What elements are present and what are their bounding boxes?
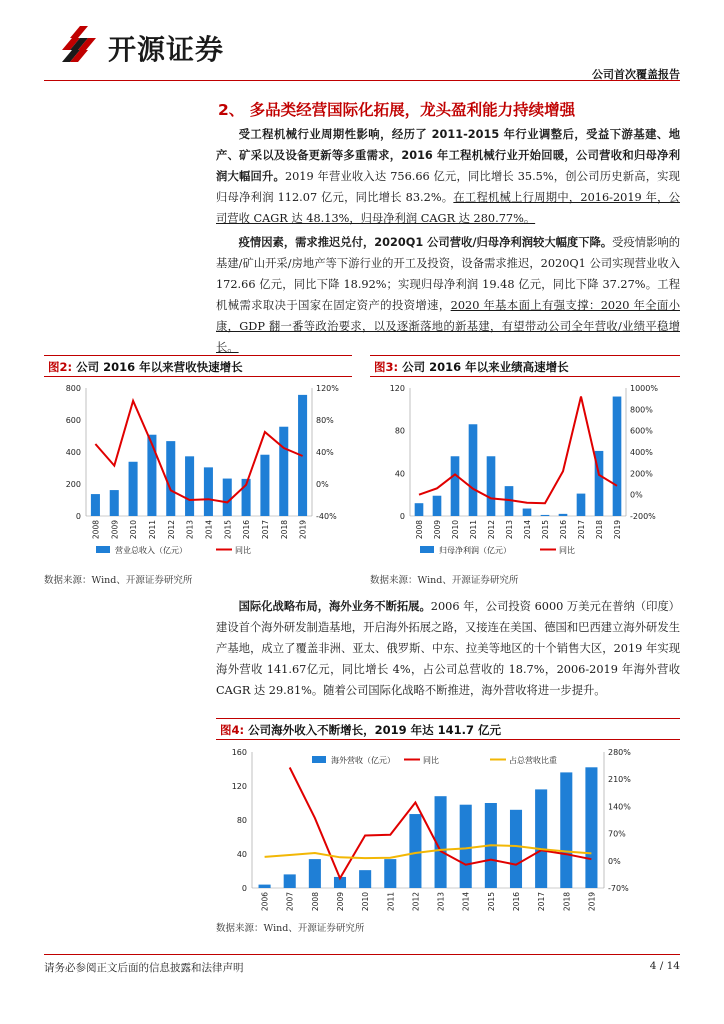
paragraph-bold: 疫情因素，需求推迟兑付，2020Q1 公司营收/归母净利润较大幅度下降。 — [238, 236, 613, 249]
chart-net-profit — [370, 380, 680, 570]
bar — [469, 424, 478, 516]
x-tick-label: 2011 — [469, 520, 478, 540]
y-tick-label-right: 800% — [630, 405, 653, 415]
bar — [204, 467, 213, 516]
bar — [487, 456, 496, 516]
series-line — [95, 401, 302, 503]
bar — [147, 435, 156, 516]
y-tick-label-right: 140% — [608, 802, 631, 812]
y-tick-label-right: 210% — [608, 775, 631, 785]
y-tick-label-left: 800 — [65, 384, 81, 393]
paragraph-text: 2006 年，公司投资 6000 万美元在普纳（印度）建设首个海外研发制造基地，开启海外拓展之路，又接连在美国、德国和巴西建立海外研发生产基地，成立了覆盖非洲、亚太、俄罗斯、中东、拉美等地区的十个销售大区，2019 年实现海外营收 141.67亿元，同比增长 4%，占公司总营收的 18.7%，2006-2019 年海外营收 CAGR 达 29.81%。随着公司国际化战略不断推进，海外营收将进一步提升。 — [216, 600, 680, 697]
bar — [309, 859, 321, 888]
bar — [384, 859, 396, 888]
x-tick-label: 2009 — [110, 520, 120, 540]
y-tick-label-right: 400% — [630, 448, 653, 457]
paragraph-bold: 国际化战略布局，海外业务不断拓展。 — [238, 600, 431, 613]
x-tick-label: 2009 — [336, 892, 345, 912]
legend-label: 同比 — [423, 756, 439, 765]
series-line — [419, 397, 617, 504]
bar — [585, 767, 597, 888]
legend-swatch — [96, 546, 110, 553]
x-tick-label: 2013 — [185, 520, 195, 540]
y-tick-label-right: 600% — [630, 426, 653, 436]
x-tick-label: 2015 — [486, 892, 496, 912]
x-tick-label: 2018 — [562, 892, 572, 912]
chart-overseas-revenue — [216, 742, 680, 918]
bar — [359, 870, 371, 888]
figure-title: 公司 2016 年以来业绩高速增长 — [402, 360, 569, 374]
bar — [279, 427, 288, 516]
bar — [613, 397, 622, 516]
footer-divider — [44, 954, 680, 955]
bar — [577, 494, 586, 516]
bar — [284, 874, 296, 888]
x-tick-label: 2007 — [285, 892, 295, 912]
x-tick-label: 2009 — [433, 520, 442, 540]
figure-4-caption — [216, 718, 680, 740]
x-tick-label: 2012 — [166, 520, 176, 540]
figure-label: 图2: — [48, 360, 73, 374]
bar — [451, 456, 460, 516]
page-number: 4 / 14 — [649, 960, 680, 972]
section-title: 2、 多品类经营国际化拓展，龙头盈利能力持续增强 — [218, 101, 576, 119]
y-tick-label-left: 400 — [65, 448, 81, 457]
legend-swatch — [312, 756, 326, 763]
y-tick-label-right: 200% — [630, 469, 653, 479]
bar — [460, 805, 472, 888]
y-tick-label-right: 0% — [316, 480, 329, 489]
x-tick-label: 2017 — [537, 892, 547, 912]
bar — [185, 456, 194, 516]
figure-2-caption — [44, 355, 352, 377]
y-tick-label-left: 120 — [389, 384, 405, 393]
bar — [535, 789, 547, 888]
x-tick-label: 2011 — [147, 520, 157, 540]
bar — [541, 515, 550, 516]
chart-revenue — [44, 380, 352, 570]
y-tick-label-left: 600 — [65, 416, 81, 425]
x-tick-label: 2016 — [512, 892, 521, 912]
figure-source: 数据来源：Wind、开源证券研究所 — [44, 575, 193, 586]
legend-label: 海外营收（亿元） — [331, 756, 395, 765]
paragraph-underline: 2020 年基本面上有强支撑：2020 年全面小康，GDP 翻一番等政治要求，以及逐渐落地的新基建，有望带动公司全年营收/业绩平稳增长。 — [216, 299, 680, 354]
footer-disclaimer: 请务必参阅正文后面的信息披露和法律声明 — [44, 962, 244, 974]
logo-text: 开源证券 — [108, 33, 225, 66]
x-tick-label: 2015 — [541, 520, 550, 540]
x-tick-label: 2011 — [386, 892, 396, 912]
paragraph-international — [216, 596, 680, 701]
x-tick-label: 2018 — [279, 520, 289, 540]
figure-source: 数据来源：Wind、开源证券研究所 — [216, 923, 365, 934]
bar — [523, 509, 532, 516]
x-tick-label: 2012 — [487, 520, 496, 540]
x-tick-label: 2014 — [523, 520, 532, 540]
y-tick-label-right: 280% — [608, 748, 631, 757]
y-tick-label-left: 120 — [231, 782, 247, 791]
y-tick-label-left: 200 — [65, 480, 81, 489]
x-tick-label: 2019 — [298, 520, 308, 540]
bar — [223, 479, 232, 516]
paragraph-bold: 受工程机械行业周期性影响，经历了 2011-2015 年行业调整后，受益下游基建、地产、矿采以及设备更新等多重需求，2016 年工程机械行业开始回暖，公司营收和归母净利润大幅回升。 — [216, 128, 680, 183]
bar — [259, 885, 271, 888]
legend-label: 同比 — [559, 546, 575, 555]
x-tick-label: 2015 — [223, 520, 233, 540]
bar — [409, 814, 421, 888]
legend-label: 占总营收比重 — [509, 756, 557, 765]
x-tick-label: 2019 — [613, 520, 622, 540]
legend-label: 营业总收入（亿元） — [115, 546, 187, 555]
legend-swatch — [420, 546, 434, 553]
y-tick-label-left: 80 — [394, 426, 405, 436]
bar — [110, 490, 119, 516]
legend-label: 归母净利润（亿元） — [439, 546, 511, 555]
bar — [260, 455, 269, 516]
y-tick-label-left: 40 — [394, 469, 405, 479]
y-tick-label-left: 0 — [399, 512, 405, 521]
legend-label: 同比 — [235, 546, 251, 555]
y-tick-label-left: 40 — [236, 850, 247, 859]
y-tick-label-right: 0% — [630, 490, 643, 500]
bar — [559, 514, 568, 516]
figure-title: 公司海外收入不断增长，2019 年达 141.7 亿元 — [248, 723, 502, 737]
figure-label: 图4: — [220, 723, 245, 737]
x-tick-label: 2010 — [361, 892, 371, 912]
y-tick-label-left: 80 — [236, 816, 247, 825]
report-type: 公司首次覆盖报告 — [592, 68, 680, 81]
x-tick-label: 2016 — [559, 520, 568, 540]
bar — [560, 772, 572, 888]
x-tick-label: 2017 — [260, 520, 270, 540]
bar — [166, 441, 175, 516]
y-tick-label-left: 0 — [75, 512, 81, 521]
y-tick-label-left: 0 — [241, 884, 247, 893]
x-tick-label: 2014 — [461, 892, 471, 912]
y-tick-label-right: 0% — [608, 856, 621, 866]
x-tick-label: 2008 — [415, 520, 424, 540]
y-tick-label-right: 80% — [316, 416, 334, 425]
figure-source: 数据来源：Wind、开源证券研究所 — [370, 575, 519, 586]
logo-icon — [58, 24, 100, 70]
bar — [510, 810, 522, 888]
x-tick-label: 2006 — [260, 892, 270, 912]
page-header — [44, 18, 680, 81]
y-tick-label-right: -70% — [608, 884, 629, 893]
x-tick-label: 2012 — [411, 892, 421, 912]
figure-title: 公司 2016 年以来营收快速增长 — [76, 360, 243, 374]
bar — [415, 503, 424, 516]
x-tick-label: 2013 — [505, 520, 514, 540]
paragraph-revenue-growth — [216, 124, 680, 229]
paragraph-underline: 在工程机械上行周期中，2016-2019 年，公司营收 CAGR 达 48.13%，归母净利润 CAGR 达 280.77%。 — [216, 191, 680, 225]
y-tick-label-right: 70% — [608, 829, 626, 839]
x-tick-label: 2018 — [595, 520, 604, 540]
x-tick-label: 2010 — [129, 520, 139, 540]
bar — [91, 494, 100, 516]
y-tick-label-right: -200% — [630, 512, 656, 521]
y-tick-label-right: 1000% — [630, 384, 658, 393]
paragraph-text: 2019 年营业收入达 756.66 亿元，同比增长 35.5%，创公司历史新高，实现归母净利润 112.07 亿元，同比增长 83.2%。 — [216, 170, 680, 204]
y-tick-label-right: 40% — [316, 448, 334, 457]
header-divider — [44, 80, 680, 81]
y-tick-label-right: 120% — [316, 384, 339, 393]
x-tick-label: 2016 — [242, 520, 252, 540]
figure-3-caption — [370, 355, 680, 377]
x-tick-label: 2008 — [91, 520, 101, 540]
bar — [433, 496, 442, 516]
x-tick-label: 2017 — [577, 520, 586, 540]
y-tick-label-left: 160 — [231, 748, 247, 757]
y-tick-label-right: -40% — [316, 512, 337, 521]
paragraph-text: 受疫情影响的基建/矿山开采/房地产等下游行业的开工及投资，设备需求推迟，2020Q1 公司实现营业收入 172.66 亿元，同比下降 18.92%；实现归母净利润 19.48 亿元，同比下降 37.27%。工程机械需求取决于国家在固定资产的投资增速， — [216, 236, 680, 312]
figure-label: 图3: — [374, 360, 399, 374]
x-tick-label: 2019 — [587, 892, 597, 912]
x-tick-label: 2008 — [310, 892, 320, 912]
bar — [129, 462, 138, 516]
x-tick-label: 2013 — [436, 892, 446, 912]
x-tick-label: 2014 — [204, 520, 214, 540]
x-tick-label: 2010 — [451, 520, 460, 540]
paragraph-covid-impact — [216, 232, 680, 358]
